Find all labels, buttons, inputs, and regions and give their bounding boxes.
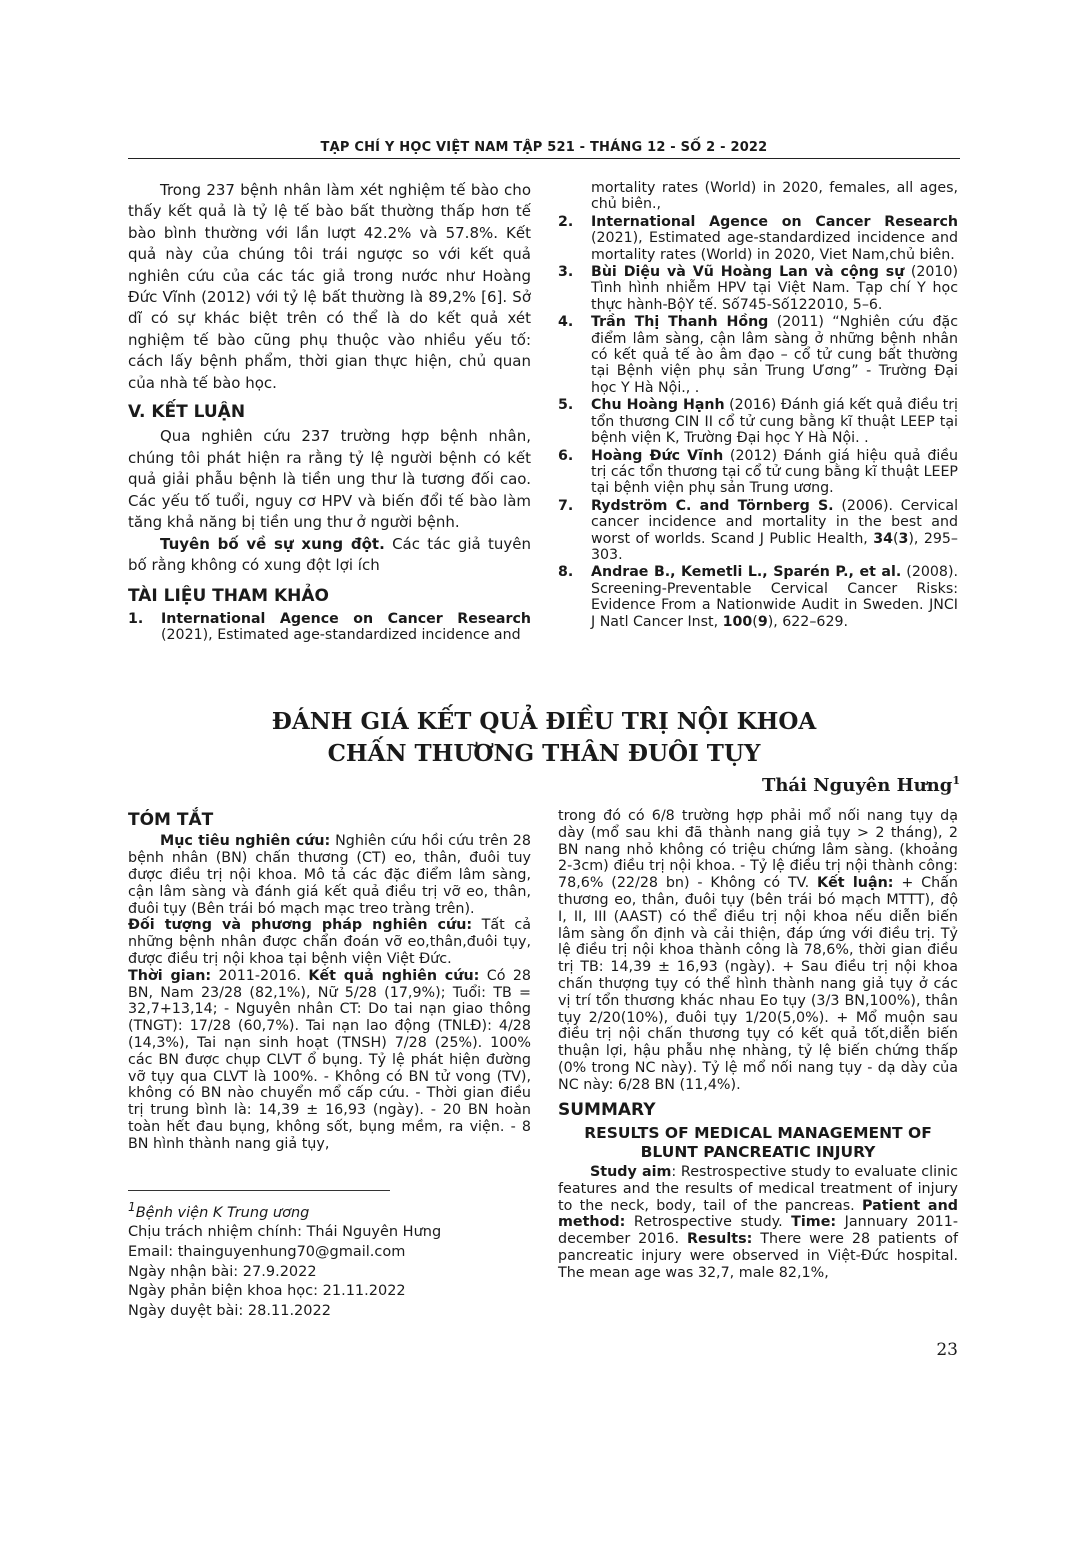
summary-text: Study aim: Restrospective study to evaluate clinic features and the results of medical treatment of injury to the neck, body, tail of the pancreas. Patient and method: Retrospective study. Time: Jannuary 2011-december 2016. Results: There were 28 patients of pancreatic injury were observed in Việt-Đức hospital. The mean age was 32,7, male 82,1%,	[558, 1163, 958, 1281]
article-title-line-1: ĐÁNH GIÁ KẾT QUẢ ĐIỀU TRỊ NỘI KHOA	[271, 708, 817, 735]
abstract-left-column	[128, 810, 531, 1153]
journal-header: TẠP CHÍ Y HỌC VIỆT NAM TẬP 521 - THÁNG 12 - SỐ 2 - 2022	[320, 140, 768, 155]
footnote-corresponding: Chịu trách nhiệm chính: Thái Nguyên Hưng	[128, 1224, 442, 1241]
footnote-email: Email: thainguyenhung70@gmail.com	[128, 1244, 406, 1261]
footnote	[128, 1198, 548, 1321]
summary-title: RESULTS OF MEDICAL MANAGEMENT OF BLUNT PANCREATIC INJURY	[584, 1123, 932, 1161]
article-title	[128, 706, 960, 770]
abstract-text: Mục tiêu nghiên cứu: Nghiên cứu hồi cứu trên 28 bệnh nhân (BN) chấn thương (CT) eo, thân, đuôi tuy được điều trị nội khoa. Mô tả các đặc điểm lâm sàng, cận lâm sàng và đánh giá kết quả điều trị vỡ eo, thân, đuôi tụy (Bên trái bó mạch mạc treo tràng trên). Đối tượng và phương pháp nghiên cứu: Tất cả những bệnh nhân được chẩn đoán vỡ eo,thân,đuôi tụy, được điều trị nội khoa tại bệnh viện Việt Đức. Thời gian: 2011-2016. Kết quả nghiên cứu: Có 28 BN, Nam 23/28 (82,1%), Nữ 5/28 (17,9%); Tuổi: TB = 32,7+13,14; - Nguyên nhân CT: Do tai nạn giao thông (TNGT): 17/28 (60,7%). Tai nạn lao động (TNLĐ): 4/28 (14,3%), Tai nạn sinh hoạt (TNSH) 7/28 (25%). 100% các BN được chụp CLVT ổ bụng. Tỷ lệ phát hiện đường vỡ tụy qua CLVT là 100%. - Không có BN tử vong (TV), không có BN nào chuyển mổ cấp cứu. - Thời gian điều trị trung bình là: 14,39 ± 16,93 (ngày). - 20 BN hoàn toàn hết đau bụng, không sốt, bụng mềm, ra viện. - 8 BN hình thành nang giả tụy,	[128, 833, 532, 1152]
reference-item: 8. Andrae B., Kemetli L., Sparén P., et al. (2008). Screening-Preventable Cervical Cancer Risks: Evidence From a Nationwide Audit in Sweden. JNCI J Natl Cancer Inst, 100(9), 622–629.	[558, 564, 958, 630]
reference-item: 7. Rydström C. and Törnberg S. (2006). Cervical cancer incidence and mortality in the best and worst of worlds. Scand J Public Health, 34(3), 295–303.	[558, 497, 959, 563]
conflict-statement	[128, 534, 531, 577]
references-heading: TÀI LIỆU THAM KHẢO	[128, 586, 329, 607]
abstract-text-continued: trong đó có 6/8 trường hợp phải mổ nối nang tụy dạ dày (mổ sau khi đã thành nang giả tụy > 2 tháng), 2 BN nang nhỏ không có triệu chứng lâm sàng. (khoảng 2-3cm) điều trị nội khoa. - Tỷ lệ điều trị nội thành công: 78,6% (22/28 bn) - Không có TV. Kết luận: + Chấn thương eo, thân, đuôi tụy (bên trái bó mạch MTTT), độ I, II, III (AAST) có thể điều trị nội khoa nếu diễn biến lâm sàng ổn định và cải thiện, đáp ứng với điều trị. Tỷ lệ điều trị nội khoa thành công là 78,6%, thời gian điều trị TB: 14,39 ± 16,93 (ngày). + Sau điều trị nội khoa chấn thượng tụy có thể hình thành nang giả tụy ở các vị trí tổn thương khác nhau Eo tụy (3/3 BN,100%), thân tụy 2/20(10%), đuôi tụy 1/20(5,0%). + Mổ muộn sau điều trị nội chấn thương tụy có kết quả tốt,diễn biến thuận lợi, hậu phẫu nhẹ nhàng, tỷ lệ biến chứng thấp (0% trong NC này). Tỷ lệ mổ nối nang tụy - dạ dày của NC này: 6/28 BN (11,4%).	[558, 808, 958, 1093]
conflict-label: Tuyên bố về sự xung đột.	[160, 534, 385, 553]
conclusion-paragraph: Qua nghiên cứu 237 trường hợp bệnh nhân, chúng tôi phát hiện ra rằng tỷ lệ người bệnh có kết quả giải phẫu bệnh là tiền ung thư là tương đối cao. Các yếu tố tuổi, nguy cơ HPV và biến đổi tế bào làm tăng khả năng bị tiền ung thư ở người bệnh.	[128, 427, 531, 532]
footnote-rule	[128, 1190, 390, 1191]
footnote-affiliation: $^1$Bệnh viện K Trung ương	[128, 1200, 310, 1221]
article-title-line-2: CHẤN THƯƠNG THÂN ĐUÔI TỤY	[327, 740, 761, 767]
discussion-paragraph: Trong 237 bệnh nhân làm xét nghiệm tế bào cho thấy kết quả là tỷ lệ tế bào bất thường thấp hơn tế bào bình thường với lần lượt 42.2% và 57.8%. Kết quả này của chúng tôi trái ngược so với kết quả nghiên cứu của các tác giả trong nước như Hoàng Đức Vĩnh (2012) với tỷ lệ bất thường là 89,2% [6]. Sở dĩ có sự khác biệt trên có thể là do kết quả xét nghiệm tế bào cũng phụ thuộc vào nhiều yếu tố: cách lấy bệnh phẩm, thời gian thực hiện, chủ quan của nhà tế bào học.	[128, 181, 531, 392]
abstract-heading: TÓM TẮT	[128, 810, 214, 830]
reference-item: 2. International Agence on Cancer Research (2021), Estimated age-standardized incidence and mortality rates (World) in 2020, Viet Nam,chủ biên.	[558, 213, 958, 263]
summary-heading: SUMMARY	[558, 1099, 656, 1120]
prev-left-column	[128, 180, 531, 645]
reference-item: 4. Trần Thị Thanh Hồng (2011) “Nghiên cứu đặc điểm lâm sàng, cận lâm sàng ở những bệnh nhân có kết quả tế ào âm đạo – cổ tử cung bất thường tại Bệnh viện phụ sản Trung Ương” - Trường Đại học Y Hà Nội., .	[558, 314, 959, 396]
conflict-text: Các tác giả tuyên bố rằng không có xung đột lợi ích	[128, 534, 531, 574]
article-author: Thái Nguyên Hưng$^1$	[761, 774, 960, 796]
reference-item: 1. International Agence on Cancer Research (2021), Estimated age-standardized incidence and	[128, 610, 531, 644]
abstract-right-column	[558, 808, 958, 1282]
reference-list-right	[558, 180, 958, 630]
page-number: 23	[936, 1340, 958, 1360]
header-rule	[128, 158, 960, 159]
footnote-reviewed: Ngày phản biện khoa học: 21.11.2022	[128, 1283, 406, 1300]
reference-list-left	[128, 611, 531, 644]
reference-item-continued: mortality rates (World) in 2020, females, all ages, chủ biên.,	[591, 180, 958, 213]
conclusion-heading: V. KẾT LUẬN	[128, 402, 246, 423]
footnote-approved: Ngày duyệt bài: 28.11.2022	[128, 1302, 331, 1319]
reference-item: 6. Hoàng Đức Vĩnh (2012) Đánh giá hiệu quả điều trị các tổn thương tại cổ tử cung bằng kĩ thuật LEEP tại bệnh viện phụ sản Trung ương.	[558, 447, 958, 497]
footnote-received: Ngày nhận bài: 27.9.2022	[128, 1263, 317, 1280]
reference-item: 5. Chu Hoàng Hạnh (2016) Đánh giá kết quả điều trị tổn thương CIN II cổ tử cung bằng kĩ thuật LEEP tại bệnh viện K, Trường Đại học Y Hà Nội. .	[558, 397, 958, 447]
reference-item: 3. Bùi Diệu và Vũ Hoàng Lan và cộng sự (2010) Tình hình nhiễm HPV tại Việt Nam. Tạp chí Y học thực hành-BộY tế. Số745-Số122010, 5–6.	[558, 264, 958, 313]
prev-right-column	[558, 180, 958, 631]
